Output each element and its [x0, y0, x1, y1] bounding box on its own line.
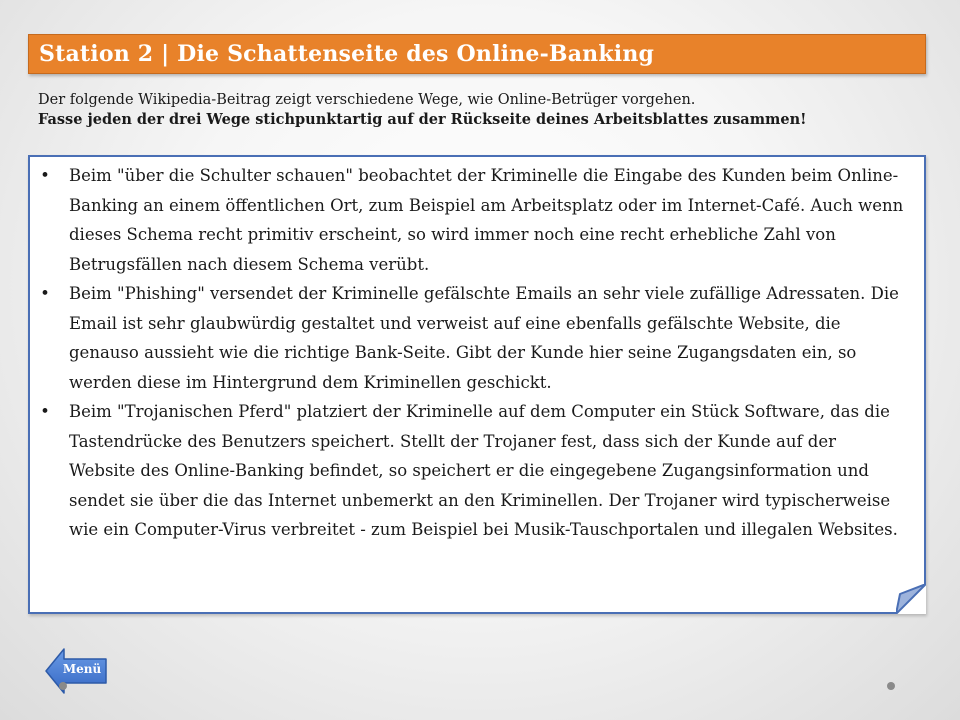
list-item — [30, 397, 924, 545]
station-title-bar — [28, 34, 926, 74]
intro-text — [38, 90, 918, 130]
menu-button-label: Menü — [62, 662, 102, 676]
decorative-dot-left — [59, 682, 67, 690]
menu-button[interactable] — [44, 646, 108, 696]
bullet-icon: • — [40, 166, 50, 185]
list-item-text: Beim "Trojanischen Pferd" platziert der Kriminelle auf dem Computer ein Stück Software, das die Tastendrücke des Benutzers speichert. Stellt der Trojaner fest, dass sich der Kunde auf der Website des Online-Banking befindet, so speichert er die eingegebene Zugangsinformation und sendet sie über die das Internet unbemerkt an den Kriminellen. Der Trojaner wird typischerweise wie ein Computer-Virus verbreitet - zum Beispiel bei Musik-Tauschportalen und illegalen Websites. — [69, 402, 898, 539]
list-item — [30, 161, 924, 279]
bullet-icon: • — [40, 284, 50, 303]
list-item — [30, 279, 924, 397]
page-title: Station 2 | Die Schattenseite des Online-Banking — [39, 41, 655, 67]
intro-instruction: Fasse jeden der drei Wege stichpunktartig auf der Rückseite deines Arbeitsblattes zusammen! — [38, 111, 807, 128]
list-item-text: Beim "Phishing" versendet der Kriminelle gefälschte Emails an sehr viele zufällige Adressaten. Die Email ist sehr glaubwürdig gestaltet und verweist auf eine ebenfalls gefälschte Website, die genauso aussieht wie die richtige Bank-Seite. Gibt der Kunde hier seine Zugangsdaten ein, so werden diese im Hintergrund dem Kriminellen geschickt. — [69, 284, 899, 392]
list-item-text: Beim "über die Schulter schauen" beobachtet der Kriminelle die Eingabe des Kunden beim Online-Banking an einem öffentlichen Ort, zum Beispiel am Arbeitsplatz oder im Internet-Café. Auch wenn dieses Schema recht primitiv erscheint, so wird immer noch eine recht erhebliche Zahl von Betrugsfällen nach diesem Schema verübt. — [69, 166, 904, 274]
decorative-dot-right — [887, 682, 895, 690]
content-box — [28, 155, 926, 614]
bullet-list — [30, 161, 924, 545]
intro-line-1: Der folgende Wikipedia-Beitrag zeigt verschiedene Wege, wie Online-Betrüger vorgehen. — [38, 92, 696, 108]
bullet-icon: • — [40, 402, 50, 421]
page-curl-icon — [896, 584, 926, 614]
